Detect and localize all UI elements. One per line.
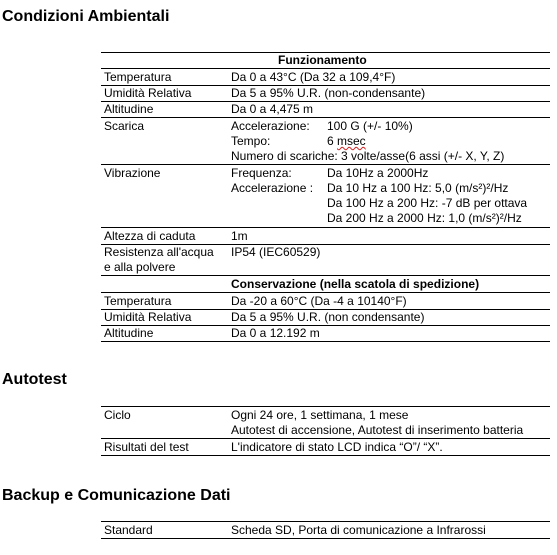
standard-value: Scheda SD, Porta di comunicazione a Infrarossi (231, 523, 486, 537)
result-value: L'indicatore di stato LCD indica “O”/ “X”. (231, 440, 443, 454)
ip-label-line-2: e alla polvere (104, 260, 176, 274)
drop-label: Altezza di caduta (104, 229, 196, 243)
rule (101, 325, 550, 326)
humidity-value: Da 5 a 95% U.R. (non-condensante) (231, 86, 426, 100)
table-bottom-rule (101, 455, 550, 456)
table-bottom-rule (101, 538, 550, 539)
table-bottom-rule (101, 341, 550, 342)
shock-acc-label: Accelerazione: (231, 119, 310, 133)
rule (101, 227, 550, 228)
rule (101, 101, 550, 102)
storage-humidity-label: Umidità Relativa (104, 310, 192, 324)
rule (101, 164, 550, 165)
humidity-label: Umidità Relativa (104, 86, 192, 100)
altitude-value: Da 0 a 4,475 m (231, 102, 314, 116)
storage-altitude-label: Altitudine (104, 326, 154, 340)
result-label: Risultati del test (104, 440, 189, 454)
table-top-rule (101, 521, 550, 522)
vib-acc-line-2: Da 100 Hz a 200 Hz: -7 dB per ottava (327, 196, 528, 210)
ip-label-line-1: Resistenza all'acqua (104, 245, 214, 259)
vib-freq-label: Frequenza: (231, 166, 292, 180)
vib-acc-label: Accelerazione : (231, 181, 314, 195)
altitude-label: Altitudine (104, 102, 154, 116)
shock-count: Numero di scariche: 3 volte/asse(6 assi (+/- X, Y, Z) (231, 149, 505, 163)
storage-header: Conservazione (nella scatola di spedizione) (231, 277, 480, 291)
table-top-rule (101, 406, 550, 407)
shock-time-value: 6 msec (327, 134, 366, 148)
storage-humidity-value: Da 5 a 95% U.R. (non condensante) (231, 310, 425, 324)
cycle-value-line-1: Ogni 24 ore, 1 settimana, 1 mese (231, 408, 409, 422)
temp-value: Da 0 a 43°C (Da 32 a 109,4°F) (231, 70, 396, 84)
shock-label: Scarica (104, 119, 145, 133)
section-title-autotest: Autotest (2, 371, 67, 388)
vib-acc-line-1: Da 10 Hz a 100 Hz: 5,0 (m/s²)²/Hz (327, 181, 509, 195)
drop-value: 1m (231, 229, 248, 243)
section-title-backup: Backup e Comunicazione Dati (2, 487, 231, 504)
cycle-label: Ciclo (104, 408, 131, 422)
storage-temp-value: Da -20 a 60°C (Da -4 a 10140°F) (231, 294, 407, 308)
temp-label: Temperatura (104, 70, 172, 84)
section-title-environment: Condizioni Ambientali (2, 8, 170, 25)
vib-acc-line-3: Da 200 Hz a 2000 Hz: 1,0 (m/s²)²/Hz (327, 211, 522, 225)
operation-header: Funzionamento (278, 53, 367, 67)
rule (101, 292, 550, 293)
storage-temp-label: Temperatura (104, 294, 172, 308)
shock-acc-value: 100 G (+/- 10%) (327, 119, 413, 133)
storage-altitude-value: Da 0 a 12.192 m (231, 326, 320, 340)
rule (101, 68, 550, 69)
ip-value: IP54 (IEC60529) (231, 245, 321, 259)
standard-label: Standard (104, 523, 153, 537)
rule (101, 438, 550, 439)
rule (101, 117, 550, 118)
vib-freq-value: Da 10Hz a 2000Hz (327, 166, 429, 180)
rule (101, 275, 550, 276)
vibration-label: Vibrazione (104, 166, 161, 180)
cycle-value-line-2: Autotest di accensione, Autotest di inserimento batteria (231, 423, 524, 437)
shock-time-label: Tempo: (231, 134, 271, 148)
